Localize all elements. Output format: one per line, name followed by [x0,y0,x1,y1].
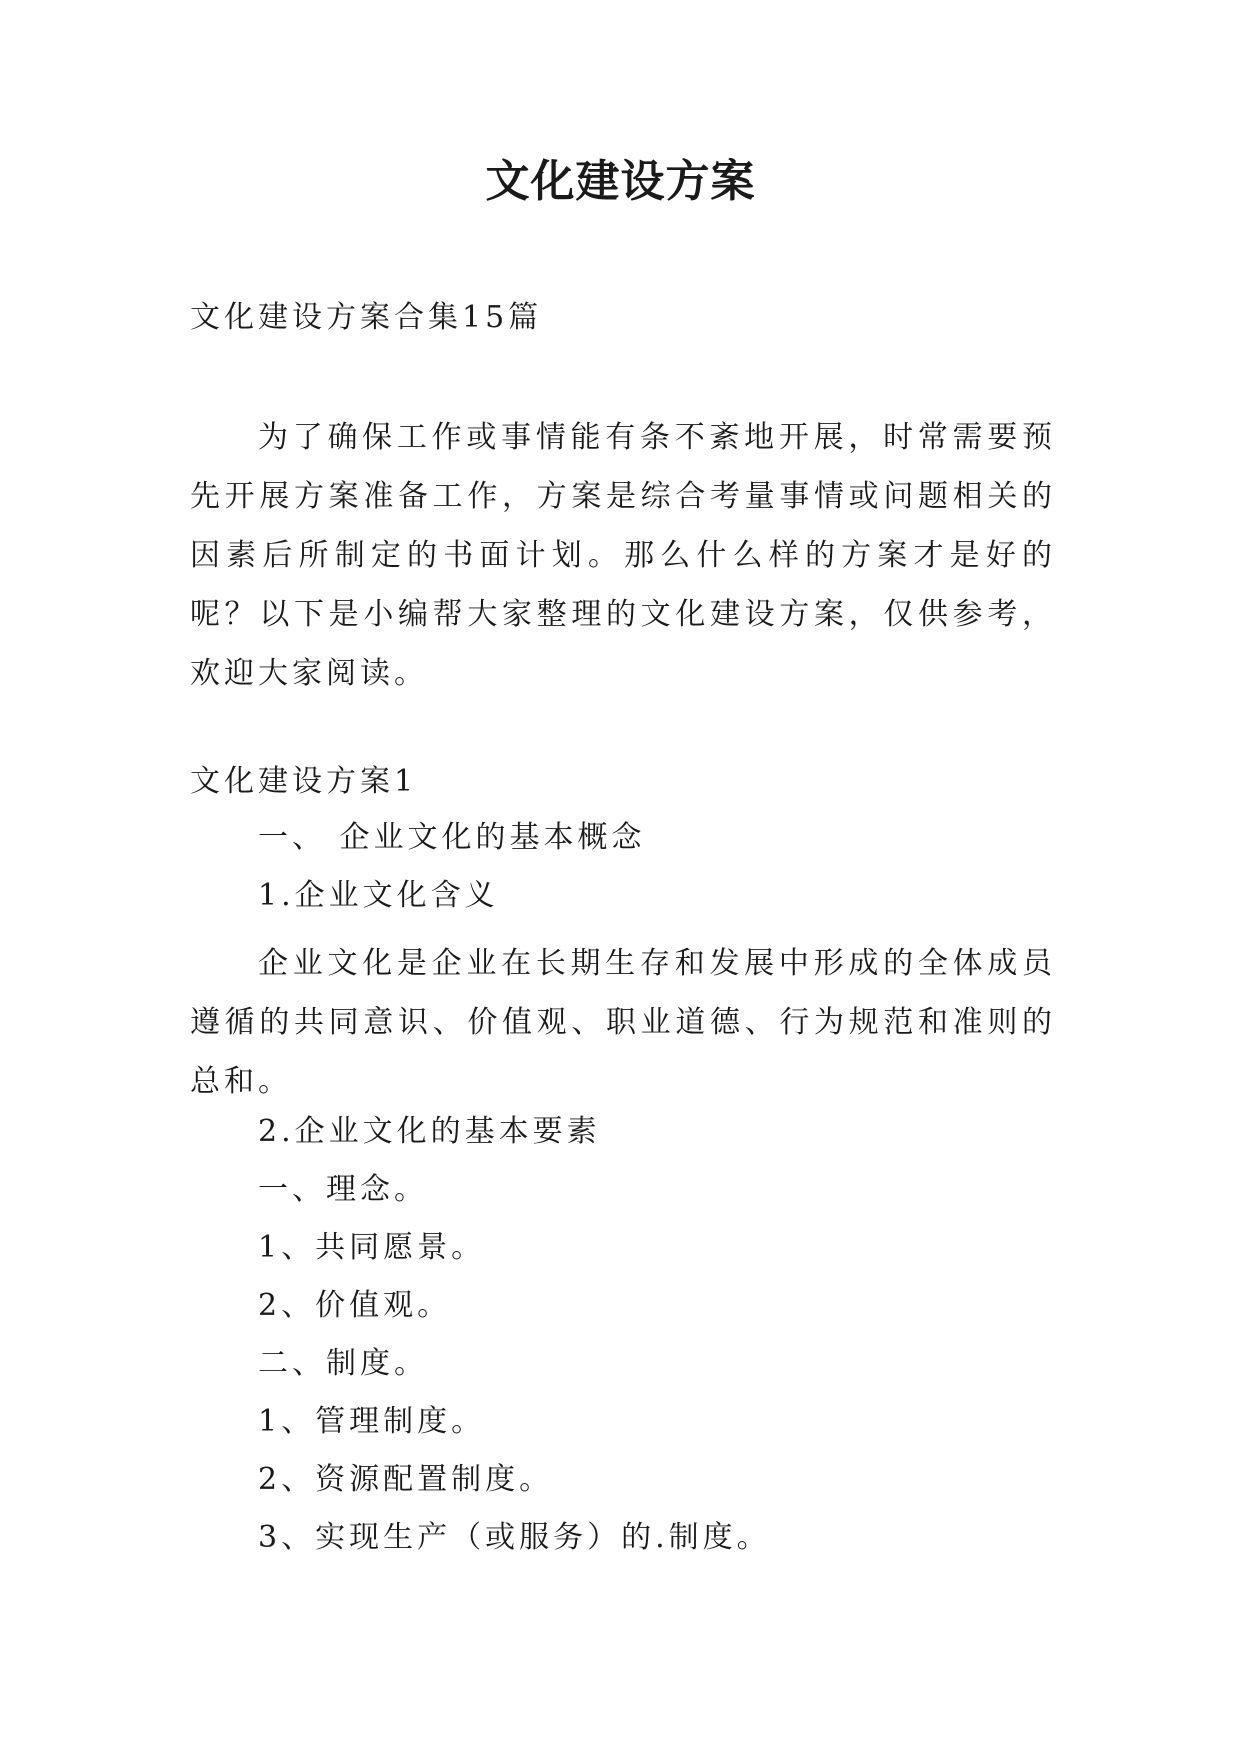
collection-line: 文化建设方案合集15篇 [190,300,543,335]
list-item: 1、共同愿景。 [258,1230,486,1265]
list-item: 2、价值观。 [258,1288,452,1323]
part-heading: 一、 企业文化的基本概念 [258,820,646,855]
list-item: 2、资源配置制度。 [258,1462,554,1497]
page-title: 文化建设方案 [485,156,756,207]
definition-paragraph: 企业文化是企业在长期生存和发展中形成的全体成员遵循的共同意识、价值观、职业道德、行为规范和准则的总和。 [190,946,1056,1099]
list-item: 1、管理制度。 [258,1404,486,1439]
intro-paragraph: 为了确保工作或事情能有条不紊地开展，时常需要预先开展方案准备工作，方案是综合考量事情或问题相关的因素后所制定的书面计划。那么什么样的方案才是好的呢？以下是小编帮大家整理的文化建设方案，仅供参考，欢迎大家阅读。 [190,420,1056,691]
item-heading-elements: 2.企业文化的基本要素 [258,1114,601,1149]
list-item: 二、制度。 [258,1346,428,1381]
list-item: 3、实现生产（或服务）的.制度。 [258,1520,771,1555]
section-heading: 文化建设方案1 [190,764,418,799]
list-item: 一、理念。 [258,1172,428,1207]
item-heading-definition: 1.企业文化含义 [258,878,499,913]
